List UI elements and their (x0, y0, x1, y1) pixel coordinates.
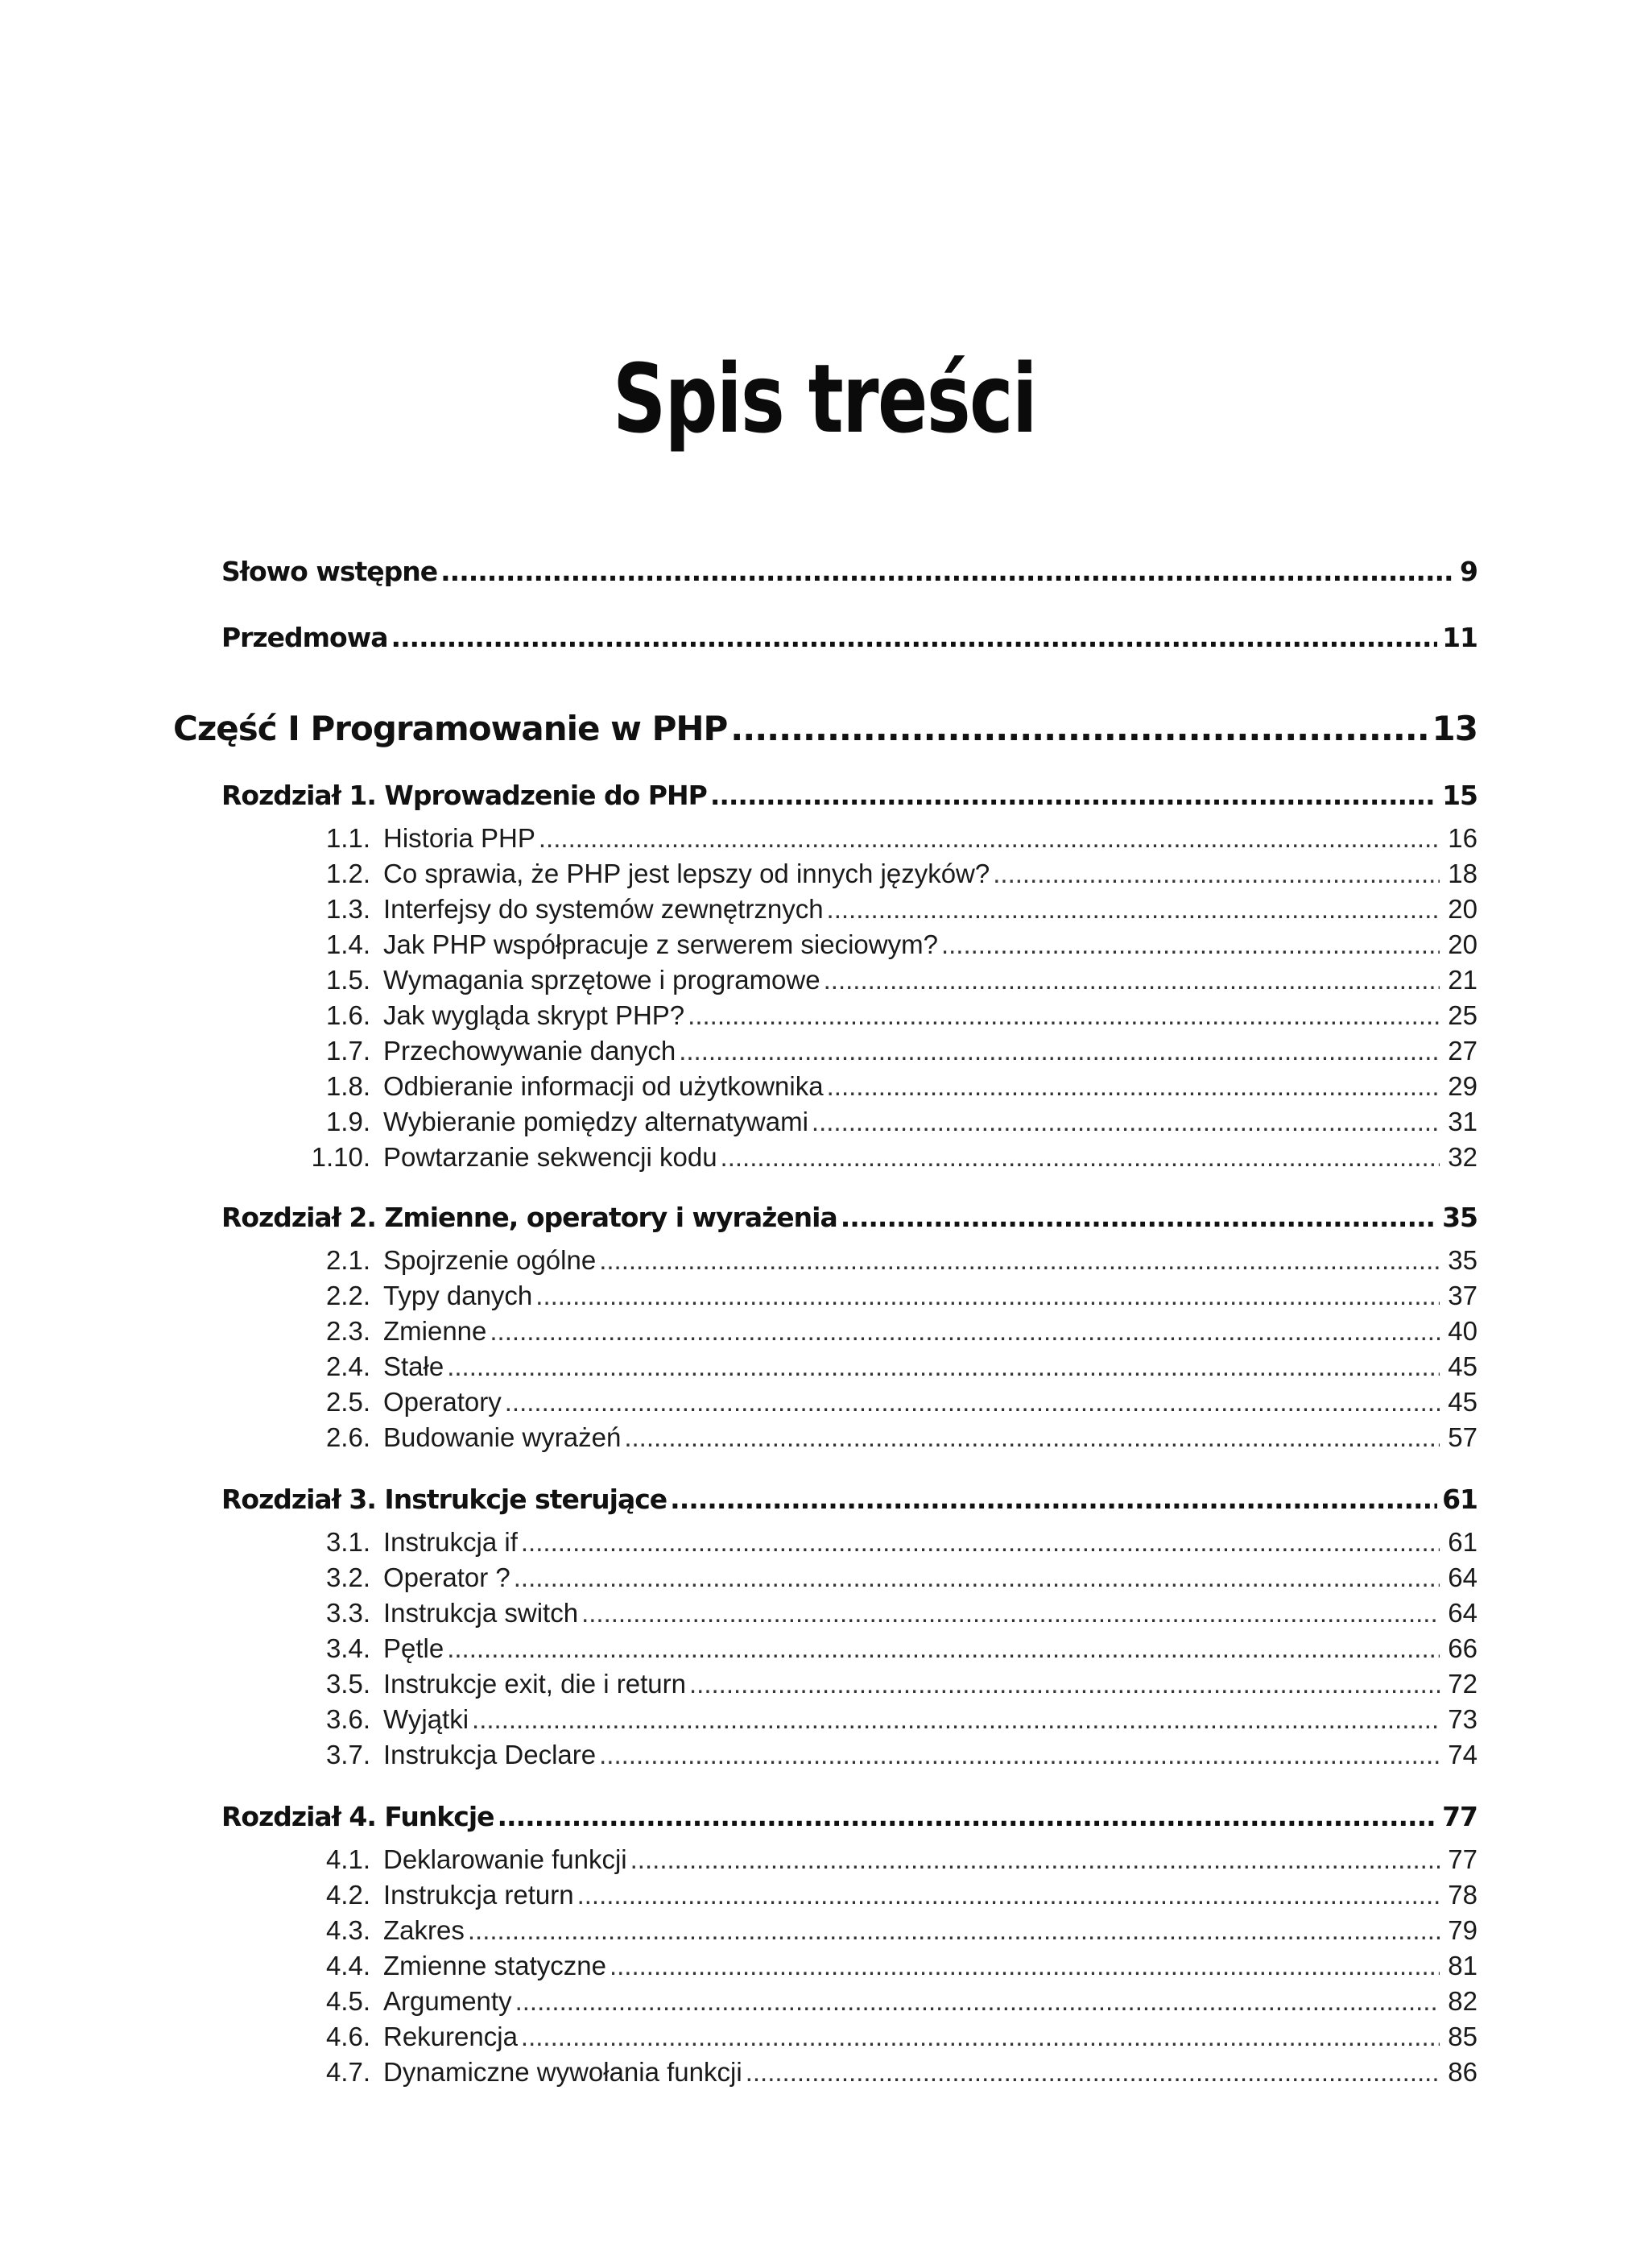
toc-entry-section[interactable] (282, 1351, 1477, 1382)
page-number: 13 (1432, 709, 1477, 748)
toc-entry-front-matter[interactable] (221, 556, 1477, 587)
toc-entry-chapter[interactable] (221, 1202, 1477, 1233)
page-number: 61 (1448, 1527, 1477, 1557)
page-number: 78 (1448, 1880, 1477, 1910)
page-number: 73 (1448, 1704, 1477, 1734)
page-number: 64 (1448, 1598, 1477, 1628)
toc-entry-section[interactable] (282, 1245, 1477, 1276)
dot-leader (599, 1740, 1440, 1770)
dot-leader (624, 1422, 1440, 1453)
toc-entry-section[interactable] (282, 1071, 1477, 1102)
page-number: 77 (1448, 1844, 1477, 1874)
section-number: 1.6. (325, 1000, 370, 1030)
toc-entry-section[interactable] (282, 965, 1477, 995)
toc-entry-section-label: Instrukcja switch (383, 1598, 579, 1628)
toc-entry-front-matter-label: Słowo wstępne (221, 556, 438, 587)
page-number: 35 (1448, 1245, 1477, 1275)
dot-leader (827, 894, 1440, 925)
section-number: 4.3. (325, 1915, 370, 1945)
page-title: Spis treści (612, 343, 1037, 454)
toc-entry-section[interactable] (282, 859, 1477, 889)
toc-entry-section-label: Operator ? (383, 1562, 510, 1592)
toc-entry-section-label: Przechowywanie danych (383, 1036, 676, 1066)
toc-entry-section[interactable] (282, 1422, 1477, 1453)
toc-entry-section[interactable] (282, 1669, 1477, 1699)
toc-entry-section[interactable] (282, 1951, 1477, 1981)
page-number: 20 (1448, 894, 1477, 924)
toc-entry-section-label: Spojrzenie ogólne (383, 1245, 597, 1275)
dot-leader (440, 556, 1455, 587)
toc-entry-section-label: Rekurencja (383, 2022, 518, 2051)
toc-entry-section-label: Zmienne (383, 1316, 487, 1346)
section-number: 2.5. (325, 1387, 370, 1417)
toc-entry-section-label: Deklarowanie funkcji (383, 1844, 627, 1874)
toc-entry-part[interactable] (173, 709, 1477, 748)
toc-entry-section-label: Odbieranie informacji od użytkownika (383, 1071, 824, 1101)
toc-entry-section-label: Powtarzanie sekwencji kodu (383, 1142, 717, 1172)
page-number: 61 (1442, 1484, 1477, 1515)
toc-entry-section-label: Instrukcja if (383, 1527, 518, 1557)
toc-entry-section[interactable] (282, 1281, 1477, 1311)
page-number: 9 (1460, 556, 1477, 587)
dot-leader (599, 1245, 1440, 1276)
toc-entry-section[interactable] (282, 1633, 1477, 1664)
section-number: 3.4. (325, 1633, 370, 1663)
toc-entry-section-label: Stałe (383, 1351, 444, 1381)
section-number: 3.3. (325, 1598, 370, 1628)
toc-entry-section-label: Interfejsy do systemów zewnętrznych (383, 894, 824, 924)
page-number: 15 (1442, 780, 1477, 811)
dot-leader (746, 2057, 1440, 2088)
section-number: 4.1. (325, 1844, 370, 1874)
section-number: 1.7. (325, 1036, 370, 1066)
toc-entry-section-label: Historia PHP (383, 823, 535, 853)
toc-entry-section[interactable] (282, 894, 1477, 925)
section-number: 1.5. (325, 965, 370, 995)
page-number: 66 (1448, 1633, 1477, 1663)
dot-leader (514, 1562, 1440, 1593)
dot-leader (472, 1704, 1440, 1735)
dot-leader (610, 1951, 1440, 1981)
dot-leader (812, 1107, 1440, 1137)
toc-entry-section-label: Zakres (383, 1915, 465, 1945)
toc-entry-section[interactable] (282, 2022, 1477, 2052)
page-number: 64 (1448, 1562, 1477, 1592)
page-number: 40 (1448, 1316, 1477, 1346)
page-number: 21 (1448, 965, 1477, 995)
section-number: 2.2. (325, 1281, 370, 1310)
section-number: 1.4. (325, 929, 370, 959)
section-number: 3.5. (325, 1669, 370, 1699)
dot-leader (391, 622, 1437, 653)
toc-entry-section-label: Instrukcje exit, die i return (383, 1669, 686, 1699)
page-number: 72 (1448, 1669, 1477, 1699)
section-number: 4.7. (325, 2057, 370, 2087)
toc-entry-section-label: Pętle (383, 1633, 444, 1663)
toc-entry-section[interactable] (282, 1107, 1477, 1137)
toc-entry-section[interactable] (282, 1316, 1477, 1347)
page-number: 85 (1448, 2022, 1477, 2051)
section-number: 4.2. (325, 1880, 370, 1910)
dot-leader (689, 1669, 1440, 1699)
section-number: 1.10. (311, 1142, 370, 1172)
section-number: 1.8. (325, 1071, 370, 1101)
section-number: 3.7. (325, 1740, 370, 1769)
toc-entry-section-label: Wymagania sprzętowe i programowe (383, 965, 820, 995)
section-number: 3.1. (325, 1527, 370, 1557)
page-number: 81 (1448, 1951, 1477, 1980)
page-number: 18 (1448, 859, 1477, 888)
toc-entry-chapter-label: Rozdział 3. Instrukcje sterujące (221, 1484, 667, 1515)
toc-entry-part-label: Część I Programowanie w PHP (173, 709, 728, 748)
dot-leader (679, 1036, 1440, 1066)
toc-entry-chapter-label: Rozdział 1. Wprowadzenie do PHP (221, 780, 707, 811)
dot-leader (827, 1071, 1440, 1102)
dot-leader (581, 1598, 1440, 1629)
toc-entry-chapter-label: Rozdział 2. Zmienne, operatory i wyrażenia (221, 1202, 837, 1233)
toc-entry-section-label: Jak PHP współpracuje z serwerem sieciowym? (383, 929, 938, 959)
toc-entry-chapter[interactable] (221, 780, 1477, 811)
toc-entry-chapter-label: Rozdział 4. Funkcje (221, 1801, 494, 1832)
page-number: 79 (1448, 1915, 1477, 1945)
page-number: 57 (1448, 1422, 1477, 1452)
dot-leader (710, 780, 1437, 811)
section-number: 2.6. (325, 1422, 370, 1452)
toc-entry-section-label: Wyjątki (383, 1704, 469, 1734)
page-number: 45 (1448, 1351, 1477, 1381)
dot-leader (721, 1142, 1440, 1173)
dot-leader (468, 1915, 1440, 1946)
toc-entry-section[interactable] (282, 1387, 1477, 1418)
page-number: 11 (1442, 622, 1477, 653)
section-number: 2.3. (325, 1316, 370, 1346)
section-number: 1.3. (325, 894, 370, 924)
section-number: 3.2. (325, 1562, 370, 1592)
toc-entry-section-label: Argumenty (383, 1986, 512, 2016)
dot-leader (941, 929, 1440, 960)
toc-entry-section[interactable] (282, 1142, 1477, 1173)
section-number: 1.1. (325, 823, 370, 853)
toc-entry-section[interactable] (282, 1915, 1477, 1946)
section-number: 4.4. (325, 1951, 370, 1980)
toc-entry-section[interactable] (282, 1562, 1477, 1593)
toc-entry-section[interactable] (282, 929, 1477, 960)
page-number: 86 (1448, 2057, 1477, 2087)
section-number: 1.9. (325, 1107, 370, 1136)
toc-entry-section[interactable] (282, 1000, 1477, 1031)
toc-entry-section[interactable] (282, 1036, 1477, 1066)
dot-leader (670, 1484, 1437, 1515)
section-number: 1.2. (325, 859, 370, 888)
toc-entry-section-label: Budowanie wyrażeń (383, 1422, 622, 1452)
dot-leader (505, 1387, 1440, 1418)
dot-leader (730, 709, 1427, 748)
dot-leader (521, 1527, 1440, 1558)
page-number: 35 (1442, 1202, 1477, 1233)
toc-entry-section-label: Jak wygląda skrypt PHP? (383, 1000, 685, 1030)
toc-entry-chapter[interactable] (221, 1484, 1477, 1515)
dot-leader (447, 1351, 1440, 1382)
dot-leader (630, 1844, 1440, 1875)
toc-entry-section[interactable] (282, 1986, 1477, 2017)
toc-entry-section-label: Dynamiczne wywołania funkcji (383, 2057, 742, 2087)
page-number: 37 (1448, 1281, 1477, 1310)
toc-entry-section-label: Co sprawia, że PHP jest lepszy od innych języków? (383, 859, 990, 888)
page-number: 31 (1448, 1107, 1477, 1136)
toc-entry-section[interactable] (282, 1740, 1477, 1770)
section-number: 4.5. (325, 1986, 370, 2016)
toc-entry-section-label: Wybieranie pomiędzy alternatywami (383, 1107, 808, 1136)
page-number: 27 (1448, 1036, 1477, 1066)
dot-leader (515, 1986, 1440, 2017)
page-number: 32 (1448, 1142, 1477, 1172)
dot-leader (490, 1316, 1440, 1347)
dot-leader (535, 1281, 1440, 1311)
dot-leader (498, 1801, 1438, 1832)
page-number: 74 (1448, 1740, 1477, 1769)
toc-entry-section-label: Instrukcja Declare (383, 1740, 597, 1769)
dot-leader (447, 1633, 1440, 1664)
toc-entry-section[interactable] (282, 1527, 1477, 1558)
page-number: 20 (1448, 929, 1477, 959)
toc-entry-section[interactable] (282, 1844, 1477, 1875)
section-number: 2.1. (325, 1245, 370, 1275)
page-number: 16 (1448, 823, 1477, 853)
section-number: 3.6. (325, 1704, 370, 1734)
page-number: 29 (1448, 1071, 1477, 1101)
dot-leader (824, 965, 1440, 995)
section-number: 4.6. (325, 2022, 370, 2051)
page-number: 25 (1448, 1000, 1477, 1030)
toc-entry-front-matter-label: Przedmowa (221, 622, 388, 653)
toc-entry-section[interactable] (282, 2057, 1477, 2088)
toc-entry-chapter[interactable] (221, 1801, 1477, 1832)
toc-entry-section[interactable] (282, 823, 1477, 854)
dot-leader (521, 2022, 1440, 2052)
toc-entry-front-matter[interactable] (221, 622, 1477, 653)
page-number: 77 (1442, 1801, 1477, 1832)
toc-entry-section-label: Operatory (383, 1387, 502, 1417)
toc-entry-section-label: Zmienne statyczne (383, 1951, 606, 1980)
toc-entry-section[interactable] (282, 1704, 1477, 1735)
dot-leader (993, 859, 1440, 889)
page-number: 45 (1448, 1387, 1477, 1417)
dot-leader (577, 1880, 1440, 1910)
toc-entry-section-label: Typy danych (383, 1281, 533, 1310)
page-number: 82 (1448, 1986, 1477, 2016)
toc-entry-section[interactable] (282, 1880, 1477, 1910)
section-number: 2.4. (325, 1351, 370, 1381)
dot-leader (841, 1202, 1437, 1233)
dot-leader (539, 823, 1440, 854)
dot-leader (688, 1000, 1440, 1031)
toc-entry-section-label: Instrukcja return (383, 1880, 574, 1910)
toc-entry-section[interactable] (282, 1598, 1477, 1629)
